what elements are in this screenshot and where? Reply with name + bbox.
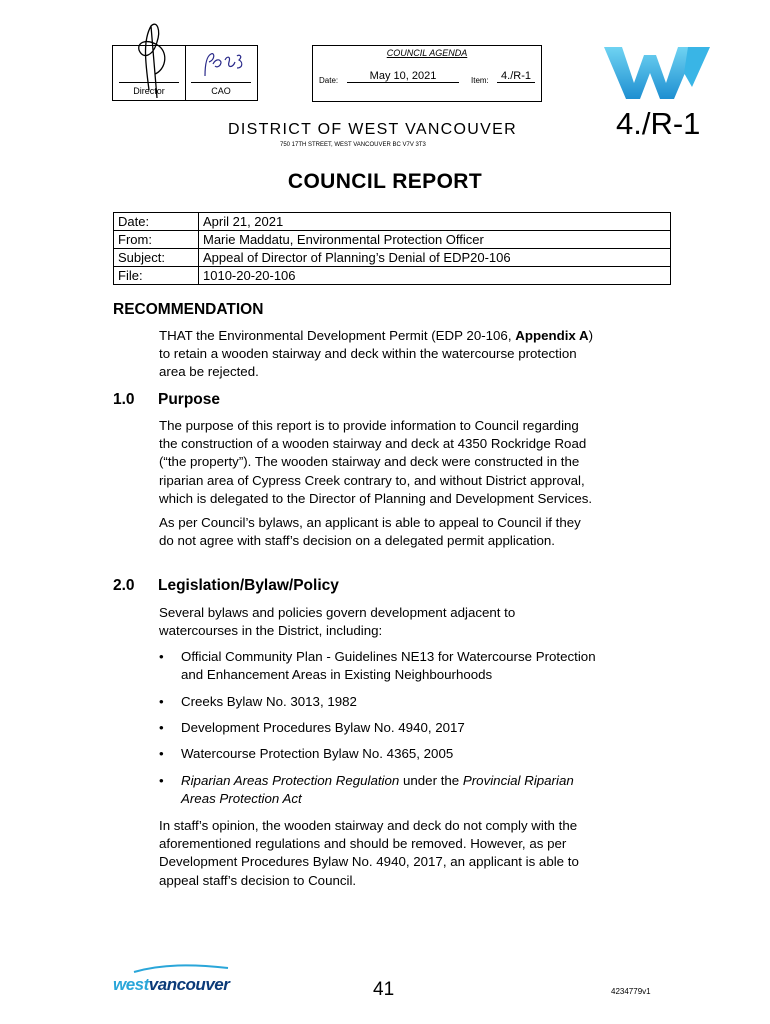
bullet-text: Official Community Plan - Guidelines NE13 for Watercourse Protection — [181, 649, 596, 664]
meta-key: From: — [114, 231, 199, 249]
paragraph-line: appeal staff’s decision to Council. — [159, 872, 357, 888]
list-item — [159, 772, 664, 810]
list-item — [159, 648, 664, 686]
bullet-text: and Enhancement Areas in Existing Neighbourhoods — [181, 667, 493, 683]
bullet-text: Creeks Bylaw No. 3013, 1982 — [181, 694, 357, 709]
list-item — [159, 719, 664, 738]
recommendation-heading: RECOMMENDATION — [113, 301, 264, 318]
table-row — [114, 213, 671, 231]
document-id: 4234779v1 — [611, 987, 651, 996]
section-title: Legislation/Bylaw/Policy — [158, 577, 339, 594]
page-number: 41 — [373, 979, 395, 1000]
report-title: COUNCIL REPORT — [287, 170, 483, 193]
section-heading-legislation — [113, 577, 339, 595]
appendix-reference: Appendix A — [515, 328, 589, 343]
regulation-name: Riparian Areas Protection Regulation — [181, 773, 400, 788]
district-address: 750 17TH STREET, WEST VANCOUVER BC V7V 3T3 — [280, 142, 426, 148]
paragraph-line: As per Council’s bylaws, an applicant is able to appeal to Council if they — [159, 515, 581, 530]
bullet-text: Development Procedures Bylaw No. 4940, 2017 — [181, 720, 465, 735]
bullet-icon: • — [159, 720, 164, 735]
recommendation-text-start: THAT the Environmental Development Permit (EDP 20-106, — [159, 328, 516, 343]
council-agenda-box — [312, 45, 542, 102]
list-item — [159, 745, 664, 764]
section-title: Purpose — [158, 391, 221, 408]
section-heading-purpose — [113, 391, 220, 409]
director-label: Director — [133, 86, 165, 96]
meta-value: Marie Maddatu, Environmental Protection Officer — [199, 231, 671, 249]
district-name: DISTRICT OF WEST VANCOUVER — [228, 121, 517, 138]
bullet-text: Watercourse Protection Bylaw No. 4365, 2005 — [181, 746, 454, 761]
table-row — [114, 231, 671, 249]
wordmark-west: west — [113, 975, 149, 994]
recommendation-line: area be rejected. — [159, 364, 259, 380]
bullet-icon: • — [159, 773, 164, 788]
paragraph-line: watercourses in the District, including: — [159, 623, 383, 639]
purpose-paragraph-1 — [159, 417, 664, 508]
section-number: 2.0 — [113, 577, 135, 594]
list-item — [159, 693, 664, 712]
table-row — [114, 267, 671, 285]
agenda-header: COUNCIL AGENDA — [386, 48, 468, 58]
bullet-icon: • — [159, 649, 164, 664]
meta-value: Appeal of Director of Planning’s Denial of EDP20-106 — [199, 249, 671, 267]
recommendation-text — [159, 327, 664, 382]
wordmark-vancouver: vancouver — [148, 975, 230, 994]
west-vancouver-w-logo — [600, 43, 714, 103]
paragraph-line: The purpose of this report is to provide information to Council regarding — [159, 418, 579, 433]
cao-label: CAO — [211, 86, 231, 96]
meta-value: April 21, 2021 — [199, 213, 671, 231]
agenda-item-label: Item: — [471, 76, 489, 85]
meta-key: File: — [114, 267, 199, 285]
paragraph-line: Several bylaws and policies govern development adjacent to — [159, 605, 516, 620]
signoff-box — [112, 45, 258, 101]
act-name: Provincial Riparian — [462, 773, 574, 788]
meta-value: 1010-20-20-106 — [199, 267, 671, 285]
agenda-item: 4./R-1 — [497, 70, 535, 83]
table-row — [114, 249, 671, 267]
paragraph-line: the construction of a wooden stairway and deck at 4350 Rockridge Road — [159, 436, 587, 452]
paragraph-line: (“the property”). The wooden stairway and deck were constructed in the — [159, 454, 580, 470]
item-number: 4./R-1 — [616, 106, 701, 141]
legislation-closing — [159, 817, 664, 890]
bullet-icon: • — [159, 746, 164, 761]
paragraph-line: aforementioned regulations and should be removed. However, as per — [159, 836, 567, 852]
recommendation-text-end: ) — [588, 328, 594, 343]
paragraph-line: which is delegated to the Director of Planning and Development Services. — [159, 490, 593, 506]
paragraph-line: In staff’s opinion, the wooden stairway and deck do not comply with the — [159, 818, 578, 833]
paragraph-line: do not agree with staff’s decision on a delegated permit application. — [159, 533, 555, 549]
west-vancouver-wordmark — [113, 975, 229, 995]
report-meta-table — [113, 212, 671, 285]
paragraph-line: Development Procedures Bylaw No. 4940, 2017, an applicant is able to — [159, 854, 579, 870]
agenda-date: May 10, 2021 — [347, 70, 459, 83]
bullet-icon: • — [159, 694, 164, 709]
agenda-date-label: Date: — [319, 76, 339, 85]
cao-initials — [199, 50, 249, 80]
recommendation-line: to retain a wooden stairway and deck within the watercourse protection — [159, 346, 577, 362]
paragraph-line: riparian area of Cypress Creek contrary to, and without District approval, — [159, 472, 585, 488]
meta-key: Subject: — [114, 249, 199, 267]
bullet-text: under the — [399, 773, 463, 788]
meta-key: Date: — [114, 213, 199, 231]
purpose-paragraph-2 — [159, 514, 664, 550]
section-number: 1.0 — [113, 391, 135, 408]
wave-logo-icon — [132, 962, 232, 976]
act-name: Areas Protection Act — [181, 791, 302, 807]
legislation-intro — [159, 604, 664, 640]
